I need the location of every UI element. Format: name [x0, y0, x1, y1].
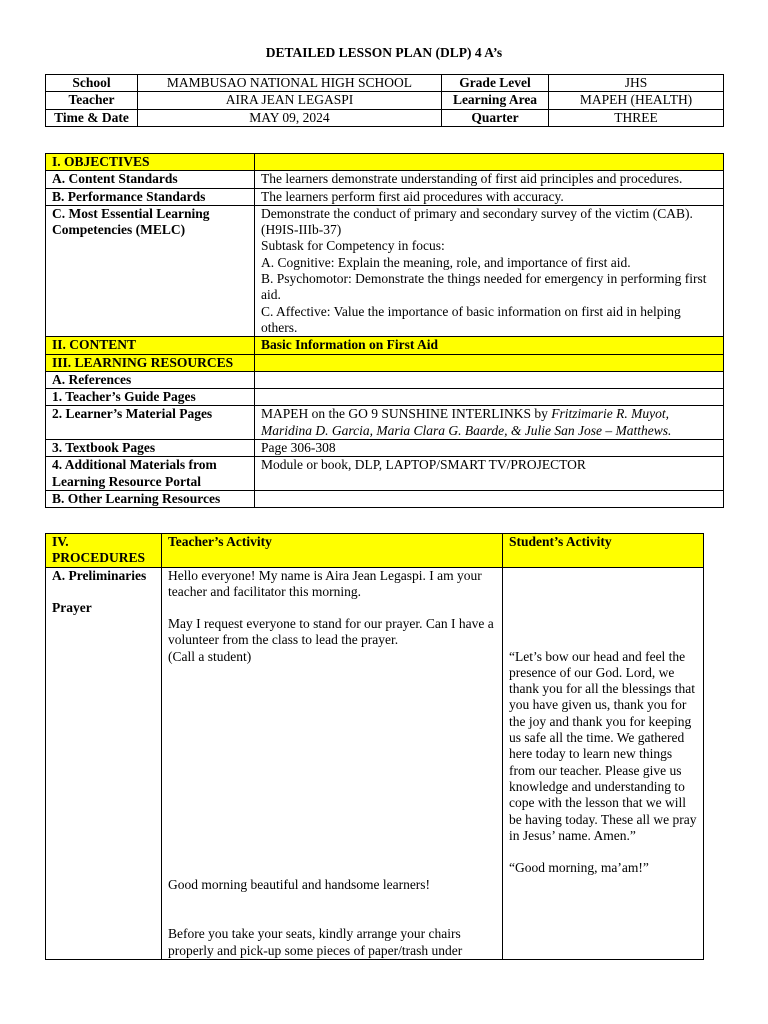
melc-affective: C. Affective: Value the importance of basic information on first aid in helping others.	[261, 303, 681, 335]
teachers-guide-label: 1. Teacher’s Guide Pages	[46, 389, 255, 406]
other-resources-value	[255, 490, 724, 507]
time-date-label: Time & Date	[46, 109, 138, 126]
student-prayer: “Let’s bow our head and feel the presence of our God. Lord, we thank you for all the blessings that you have given us, thank you for the joy and thank you for keeping us safe all the time. We gathered here today to learn new things from our teacher. Please give us knowledge and understanding to cope with the lesson that we will be having today. These all we pray in Jesus’ name. Amen.”	[509, 648, 697, 843]
content-standards-value: The learners demonstrate understanding of first aid principles and procedures.	[255, 171, 724, 188]
learners-material-label: 2. Learner’s Material Pages	[46, 406, 255, 440]
student-good-morning: “Good morning, ma’am!”	[509, 860, 649, 876]
learning-area-value: MAPEH (HEALTH)	[549, 92, 724, 109]
melc-value	[255, 205, 724, 336]
teacher-prayer-request: May I request everyone to stand for our prayer. Can I have a volunteer from the class to lead the prayer.	[168, 616, 494, 648]
grade-level-value: JHS	[549, 75, 724, 92]
content-standards-label: A. Content Standards	[46, 171, 255, 188]
teacher-good-morning: Good morning beautiful and handsome learners!	[168, 877, 431, 893]
content-value: Basic Information on First Aid	[255, 337, 724, 354]
document-title: DETAILED LESSON PLAN (DLP) 4 A’s	[265, 45, 503, 60]
school-label: School	[46, 75, 138, 92]
procedures-heading: IV. PROCEDURES	[46, 534, 162, 568]
learning-resources-heading-blank	[255, 354, 724, 371]
other-resources-label: B. Other Learning Resources	[46, 490, 255, 507]
learning-area-label: Learning Area	[442, 92, 549, 109]
grade-level-label: Grade Level	[442, 75, 549, 92]
teacher-arrange-chairs: Before you take your seats, kindly arrange your chairs properly and pick-up some pieces of paper/trash under	[168, 926, 463, 958]
melc-competency: Demonstrate the conduct of primary and secondary survey of the victim (CAB). (H9IS-IIIb-37)	[261, 205, 693, 238]
melc-label: C. Most Essential Learning Competencies (MELC)	[46, 205, 255, 336]
header-info-table	[45, 74, 724, 127]
learners-material-value	[255, 406, 724, 440]
textbook-value: Page 306-308	[255, 440, 724, 457]
performance-standards-label: B. Performance Standards	[46, 188, 255, 205]
school-value: MAMBUSAO NATIONAL HIGH SCHOOL	[138, 75, 442, 92]
objectives-table	[45, 153, 724, 508]
additional-materials-label: 4. Additional Materials from Learning Resource Portal	[46, 457, 255, 491]
quarter-label: Quarter	[442, 109, 549, 126]
teacher-activity-cell	[162, 567, 503, 959]
melc-psychomotor: B. Psychomotor: Demonstrate the things needed for emergency in performing first aid.	[261, 271, 707, 303]
teacher-label: Teacher	[46, 92, 138, 109]
prayer-label: Prayer	[52, 599, 92, 615]
textbook-label: 3. Textbook Pages	[46, 440, 255, 457]
melc-subtask-heading: Subtask for Competency in focus:	[261, 238, 445, 254]
teacher-activity-heading: Teacher’s Activity	[162, 534, 503, 568]
content-heading: II. CONTENT	[46, 337, 255, 354]
learning-resources-heading: III. LEARNING RESOURCES	[46, 354, 255, 371]
teacher-call-student: (Call a student)	[168, 648, 252, 664]
procedures-table	[45, 533, 704, 960]
preliminaries-cell	[46, 567, 162, 959]
references-value	[255, 371, 724, 388]
quarter-value: THREE	[549, 109, 724, 126]
melc-cognitive: A. Cognitive: Explain the meaning, role, and importance of first aid.	[261, 254, 631, 270]
learners-material-authors: Fritzimarie R. Muyot, Maridina D. Garcia, Maria Clara G. Baarde, & Julie San Jose – Matthews.	[261, 406, 672, 438]
student-activity-cell	[503, 567, 704, 959]
teacher-greeting: Hello everyone! My name is Aira Jean Legaspi. I am your teacher and facilitator this morning.	[168, 567, 482, 599]
student-activity-heading: Student’s Activity	[503, 534, 704, 568]
references-label: A. References	[46, 371, 255, 388]
performance-standards-value: The learners perform first aid procedures with accuracy.	[255, 188, 724, 205]
learners-material-title: MAPEH on the GO 9 SUNSHINE INTERLINKS by	[261, 406, 552, 422]
teacher-value: AIRA JEAN LEGASPI	[138, 92, 442, 109]
preliminaries-label: A. Preliminaries	[52, 567, 147, 583]
objectives-heading: I. OBJECTIVES	[46, 154, 255, 171]
additional-materials-value: Module or book, DLP, LAPTOP/SMART TV/PROJECTOR	[255, 457, 724, 491]
objectives-heading-blank	[255, 154, 724, 171]
time-date-value: MAY 09, 2024	[138, 109, 442, 126]
teachers-guide-value	[255, 389, 724, 406]
